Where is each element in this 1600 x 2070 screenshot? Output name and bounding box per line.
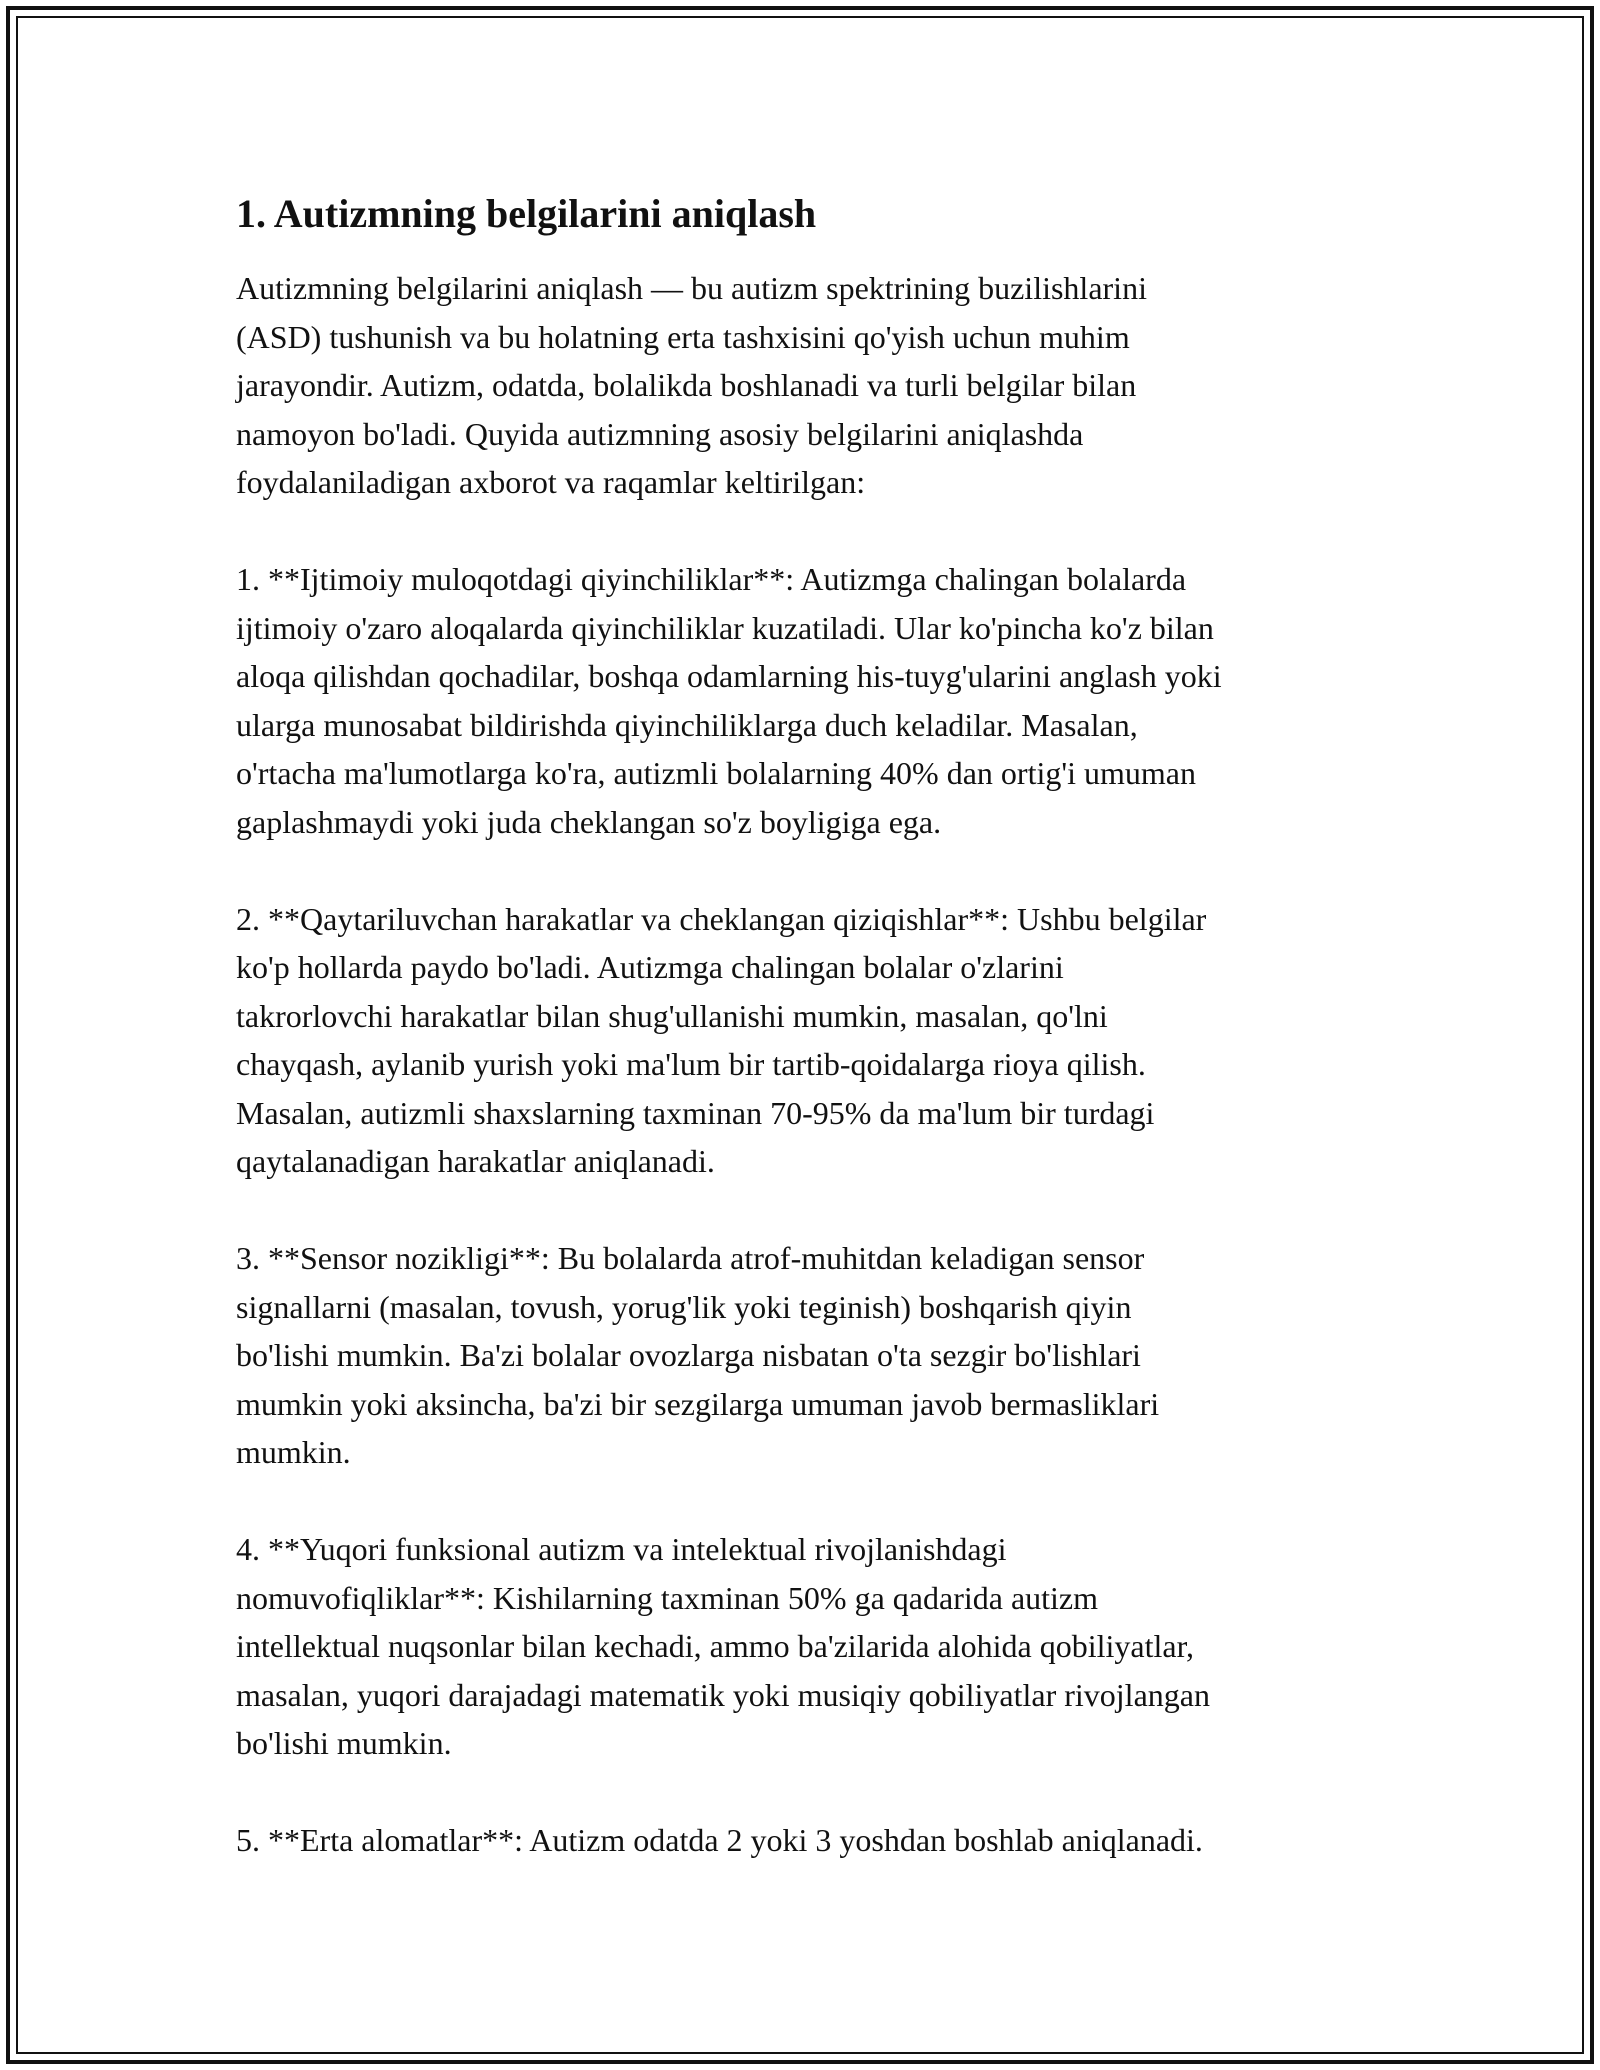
paragraph-gap <box>236 1768 1376 1817</box>
intro-paragraph: Autizmning belgilarini aniqlash — bu autizm spektrining buzilishlarini (ASD) tushunish va bu holatning erta tashxisini qo'yish uchun muhim jarayondir. Autizm, odatda, bolalikda boshlanadi va turli belgilar bilan namoyon bo'ladi. Quyida autizmning asosiy belgilarini aniqlashda foydalaniladigan axborot va raqamlar keltirilgan: <box>236 270 1147 500</box>
list-item-5: 5. **Erta alomatlar**: Autizm odatda 2 yoki 3 yoshdan boshlab aniqlanadi. <box>236 1822 1203 1858</box>
list-item-4: 4. **Yuqori funksional autizm va intelektual rivojlanishdagi nomuvofiqliklar**: Kishilarning taxminan 50% ga qadarida autizm intellektual nuqsonlar bilan kechadi, ammo ba'zilarida alohida qobiliyatlar, masalan, yuqori darajadagi matematik yoki musiqiy qobiliyatlar rivojlangan bo'lishi mumkin. <box>236 1531 1210 1761</box>
document-body <box>236 186 1376 1865</box>
list-item-2: 2. **Qaytariluvchan harakatlar va cheklangan qiziqishlar**: Ushbu belgilar ko'p hollarda paydo bo'ladi. Autizmga chalingan bolalar o'zlarini takrorlovchi harakatlar bilan shug'ullanishi mumkin, masalan, qo'lni chayqash, aylanib yurish yoki ma'lum bir tartib-qoidalarga rioya qilish. Masalan, autizmli shaxslarning taxminan 70-95% da ma'lum bir turdagi qaytalanadigan harakatlar aniqlanadi. <box>236 900 1207 1179</box>
paragraph-gap <box>236 507 1376 556</box>
paragraph-gap <box>236 1477 1376 1526</box>
document-title: 1. Autizmning belgilarini aniqlash <box>236 191 817 236</box>
list-item-1: 1. **Ijtimoiy muloqotdagi qiyinchiliklar**: Autizmga chalingan bolalarda ijtimoiy o'zaro aloqalarda qiyinchiliklar kuzatiladi. Ular ko'pincha ko'z bilan aloqa qilishdan qochadilar, boshqa odamlarning his-tuyg'ularini anglash yoki ularga munosabat bildirishda qiyinchiliklarga duch keladilar. Masalan, o'rtacha ma'lumotlarga ko'ra, autizmli bolalarning 40% dan ortig'i umuman gaplashmaydi yoki juda cheklangan so'z boyligiga ega. <box>236 561 1222 840</box>
list-item-3: 3. **Sensor nozikligi**: Bu bolalarda atrof-muhitdan keladigan sensor signallarni (masalan, tovush, yorug'lik yoki teginish) boshqarish qiyin bo'lishi mumkin. Ba'zi bolalar ovozlarga nisbatan o'ta sezgir bo'lishlari mumkin yoki aksincha, ba'zi bir sezgilarga umuman javob bermasliklari mumkin. <box>236 1240 1160 1470</box>
paragraph-gap <box>236 846 1376 895</box>
paragraph-gap <box>236 1186 1376 1235</box>
